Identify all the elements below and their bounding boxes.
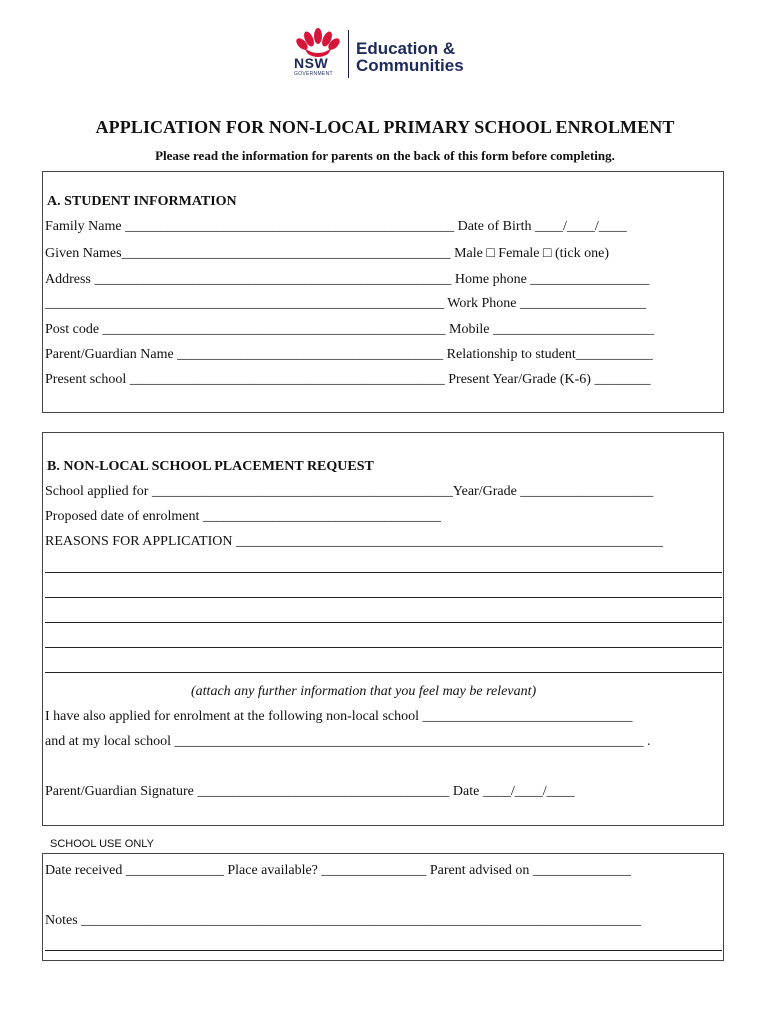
- section-a-heading: A. STUDENT INFORMATION: [47, 194, 237, 209]
- address-home-phone-row[interactable]: Address ___________________________________________________ Home phone _________________: [45, 272, 650, 287]
- reasons-line-1[interactable]: [45, 572, 722, 573]
- notes-line-2[interactable]: [45, 950, 722, 951]
- form-title: APPLICATION FOR NON-LOCAL PRIMARY SCHOOL ENROLMENT: [95, 117, 675, 137]
- also-applied-row[interactable]: I have also applied for enrolment at the following non-local school ______________________________: [45, 709, 633, 724]
- family-name-dob-row[interactable]: Family Name _______________________________________________ Date of Birth ____/____/____: [45, 219, 627, 234]
- school-use-label: SCHOOL USE ONLY: [50, 838, 154, 850]
- reasons-line-5[interactable]: [45, 672, 722, 673]
- postcode-mobile-row[interactable]: Post code _________________________________________________ Mobile _______________________: [45, 322, 654, 337]
- department-name-line1: Education &: [356, 39, 456, 58]
- nsw-wordmark: NSW: [294, 55, 329, 71]
- reasons-row[interactable]: REASONS FOR APPLICATION _____________________________________________________________: [45, 534, 663, 549]
- form-subtitle: Please read the information for parents on the back of this form before completing.: [155, 148, 615, 163]
- present-school-grade-row[interactable]: Present school _____________________________________________ Present Year/Grade (K-6) ________: [45, 372, 651, 387]
- logo-divider: [348, 30, 349, 78]
- department-name: [356, 40, 464, 74]
- attach-note: (attach any further information that you feel may be relevant): [191, 684, 537, 699]
- school-use-box: [42, 853, 724, 961]
- government-wordmark: GOVERNMENT: [294, 71, 333, 77]
- section-a-student-information: [42, 171, 724, 413]
- department-name-line2: Communities: [356, 56, 464, 75]
- address-work-phone-row[interactable]: _________________________________________________________ Work Phone __________________: [45, 296, 647, 311]
- section-b-heading: B. NON-LOCAL SCHOOL PLACEMENT REQUEST: [47, 459, 374, 474]
- reasons-line-4[interactable]: [45, 647, 722, 648]
- local-school-row[interactable]: and at my local school ___________________________________________________________________ .: [45, 734, 651, 749]
- guardian-relationship-row[interactable]: Parent/Guardian Name ______________________________________ Relationship to student___________: [45, 347, 653, 362]
- proposed-date-row[interactable]: Proposed date of enrolment __________________________________: [45, 509, 441, 524]
- section-b-placement-request: [42, 432, 724, 826]
- guardian-signature-row[interactable]: Parent/Guardian Signature ____________________________________ Date ____/____/____: [45, 784, 575, 799]
- reasons-line-2[interactable]: [45, 597, 722, 598]
- reasons-line-3[interactable]: [45, 622, 722, 623]
- given-names-gender-row[interactable]: Given Names_______________________________________________ Male □ Female □ (tick one): [45, 246, 610, 261]
- notes-row[interactable]: Notes ________________________________________________________________________________: [45, 913, 642, 928]
- school-applied-row[interactable]: School applied for ___________________________________________Year/Grade ___________________: [45, 484, 654, 499]
- date-received-row[interactable]: Date received ______________ Place available? _______________ Parent advised on ______________: [45, 863, 631, 878]
- nsw-education-logo: [292, 26, 482, 82]
